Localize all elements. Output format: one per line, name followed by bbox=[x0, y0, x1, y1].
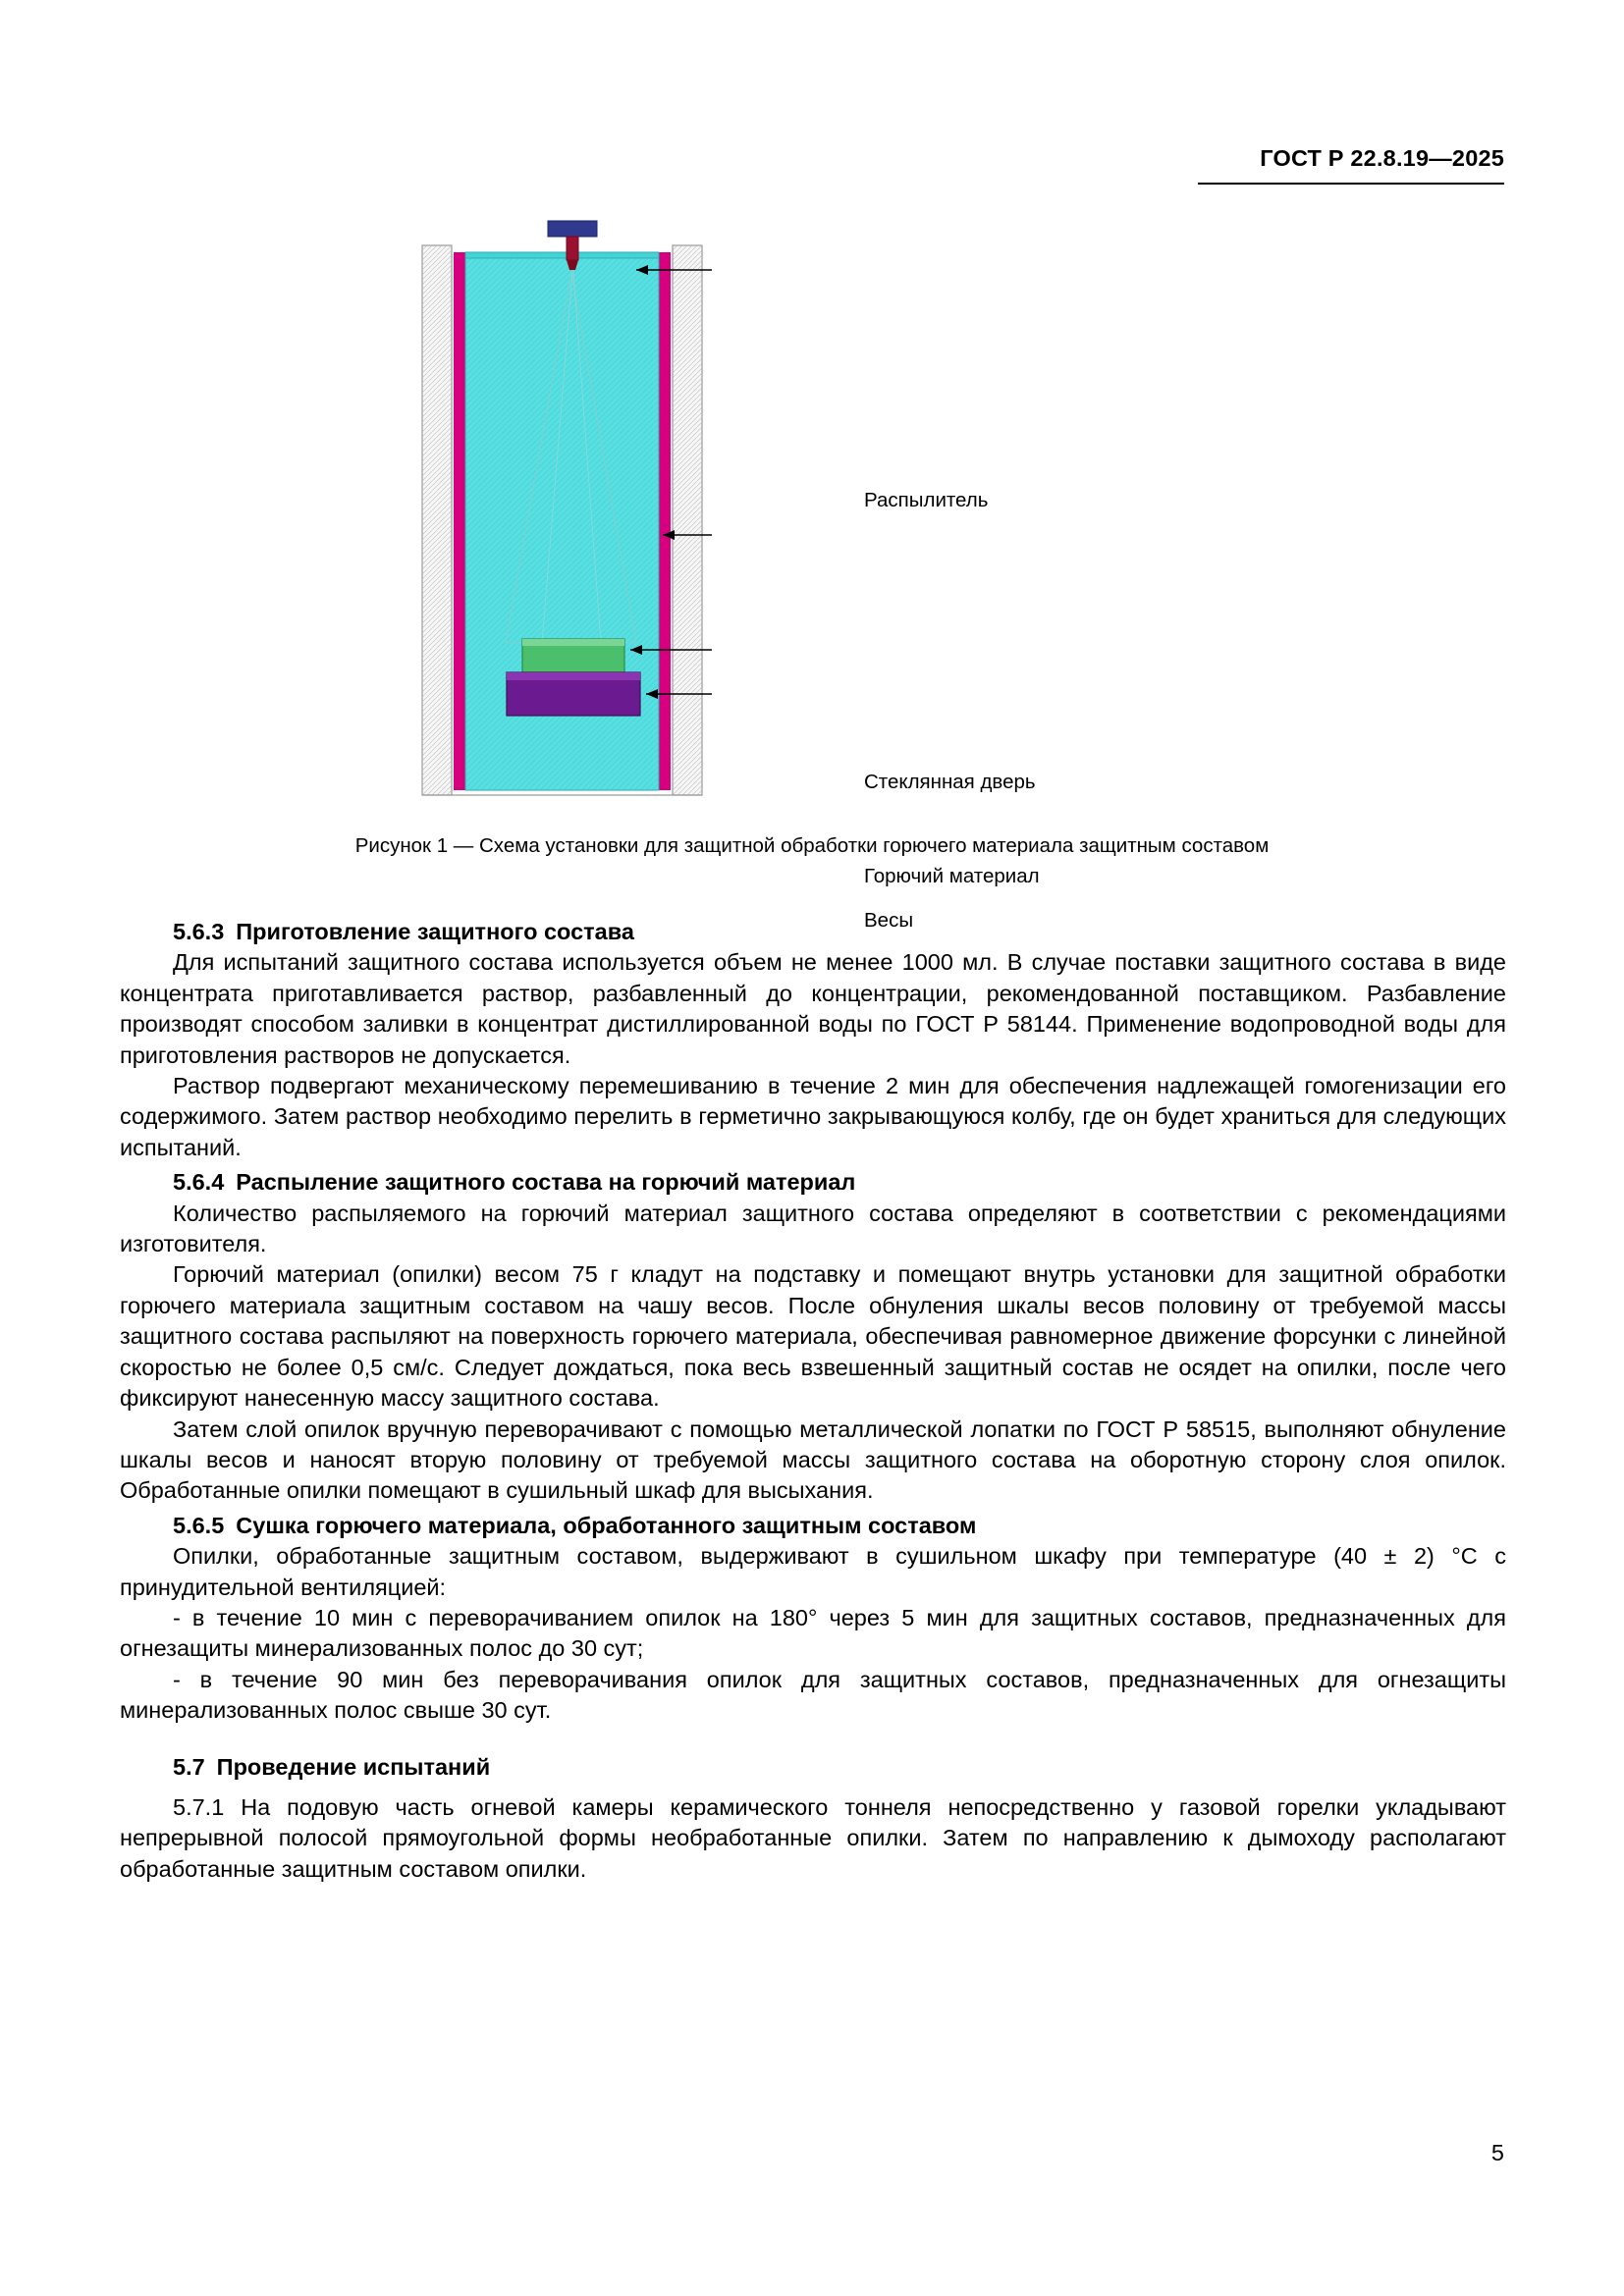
heading-5-6-4-title: Распыление защитного состава на горючий материал bbox=[236, 1169, 856, 1196]
heading-5-6-5-title: Сушка горючего материала, обработанного защитным составом bbox=[236, 1512, 977, 1538]
paragraph-5-6-4-2: Горючий материал (опилки) весом 75 г кладут на подставку и помещают внутрь установки для защитной обработки горючего материала защитным составом на чашу весов. После обнуления шкалы весов половину от требуемой массы защитного состава распыляют на поверхность горючего материала, обеспечивая равномерное движение форсунки с линейной скоростью не более 0,5 см/с. Следует дождаться, пока весь взвешенный защитный состав не осядет на опилки, после чего фиксируют нанесенную массу защитного состава. bbox=[120, 1261, 1506, 1412]
callout-label-glass-door: Стеклянная дверь bbox=[864, 771, 1036, 793]
figure-caption: Рисунок 1 — Схема установки для защитной обработки горючего материала защитным составом bbox=[354, 834, 1270, 857]
page-header-standard-code: ГОСТ Р 22.8.19—2025 bbox=[1260, 145, 1504, 171]
heading-5-7-number: 5.7 bbox=[173, 1753, 205, 1780]
paragraph-5-7-1: 5.7.1 На подовую часть огневой камеры керамического тоннеля непосредственно у газовой горелки укладывают непрерывной полосой прямоугольной формы необработанные опилки. Затем по направлению к дымоходу располагают обработанные защитным составом опилки. bbox=[120, 1793, 1506, 1882]
list-item-5-6-5-1: - в течение 10 мин с переворачиванием опилок на 180° через 5 мин для защитных составов, предназначенных для огнезащиты минерализованных полос до 30 сут; bbox=[120, 1604, 1506, 1662]
paragraph-5-6-3-1: Для испытаний защитного состава используется объем не менее 1000 мл. В случае поставки защитного состава в виде концентрата приготавливается раствор, разбавленный до концентрации, рекомендованной поставщиком. Разбавление производят способом заливки в концентрат дистиллированной воды по ГОСТ Р 58144. Применение водопроводной воды для приготовления растворов не допускается. bbox=[120, 949, 1506, 1068]
callout-label-combustible-material: Горючий материал bbox=[864, 865, 1040, 887]
paragraph-5-6-4-3: Затем слой опилок вручную переворачивают с помощью металлической лопатки по ГОСТ Р 58515, выполняют обнуление шкалы весов и наносят вторую половину от требуемой массы защитного состава на оборотную сторону слоя опилок. Обработанные опилки помещают в сушильный шкаф для высыхания. bbox=[120, 1415, 1506, 1504]
list-item-5-6-5-2: - в течение 90 мин без переворачивания опилок для защитных составов, предназначенных для огнезащиты минерализованных полос свыше 30 сут. bbox=[120, 1666, 1506, 1724]
heading-5-6-4 bbox=[120, 1167, 1506, 1198]
heading-5-6-3-number: 5.6.3 bbox=[173, 919, 225, 944]
document-body bbox=[120, 913, 1506, 1885]
heading-5-6-3-title: Приготовление защитного состава bbox=[236, 919, 634, 944]
callout-label-sprayer: Распылитель bbox=[864, 489, 989, 511]
heading-5-7-title: Проведение испытаний bbox=[216, 1753, 491, 1780]
callout-label-scale: Весы bbox=[864, 909, 914, 932]
paragraph-5-6-5-1: Опилки, обработанные защитным составом, выдерживают в сушильном шкафу при температуре (40 ± 2) °С с принудительной вентиляцией: bbox=[120, 1543, 1506, 1600]
heading-5-6-4-number: 5.6.4 bbox=[173, 1169, 225, 1196]
heading-5-7 bbox=[120, 1752, 1506, 1783]
heading-5-6-3 bbox=[120, 917, 1506, 947]
heading-5-6-5 bbox=[120, 1511, 1506, 1541]
header-divider bbox=[1198, 183, 1504, 185]
paragraph-5-6-3-2: Раствор подвергают механическому перемешиванию в течение 2 мин для обеспечения надлежащей гомогенизации его содержимого. Затем раствор необходимо перелить в герметично закрывающуюся колбу, где он будет храниться для следующих испытаний. bbox=[120, 1073, 1506, 1160]
paragraph-5-6-4-1: Количество распыляемого на горючий материал защитного состава определяют в соответствии с рекомендациями изготовителя. bbox=[120, 1200, 1506, 1257]
page-number: 5 bbox=[1490, 2140, 1504, 2165]
heading-5-6-5-number: 5.6.5 bbox=[173, 1512, 225, 1538]
